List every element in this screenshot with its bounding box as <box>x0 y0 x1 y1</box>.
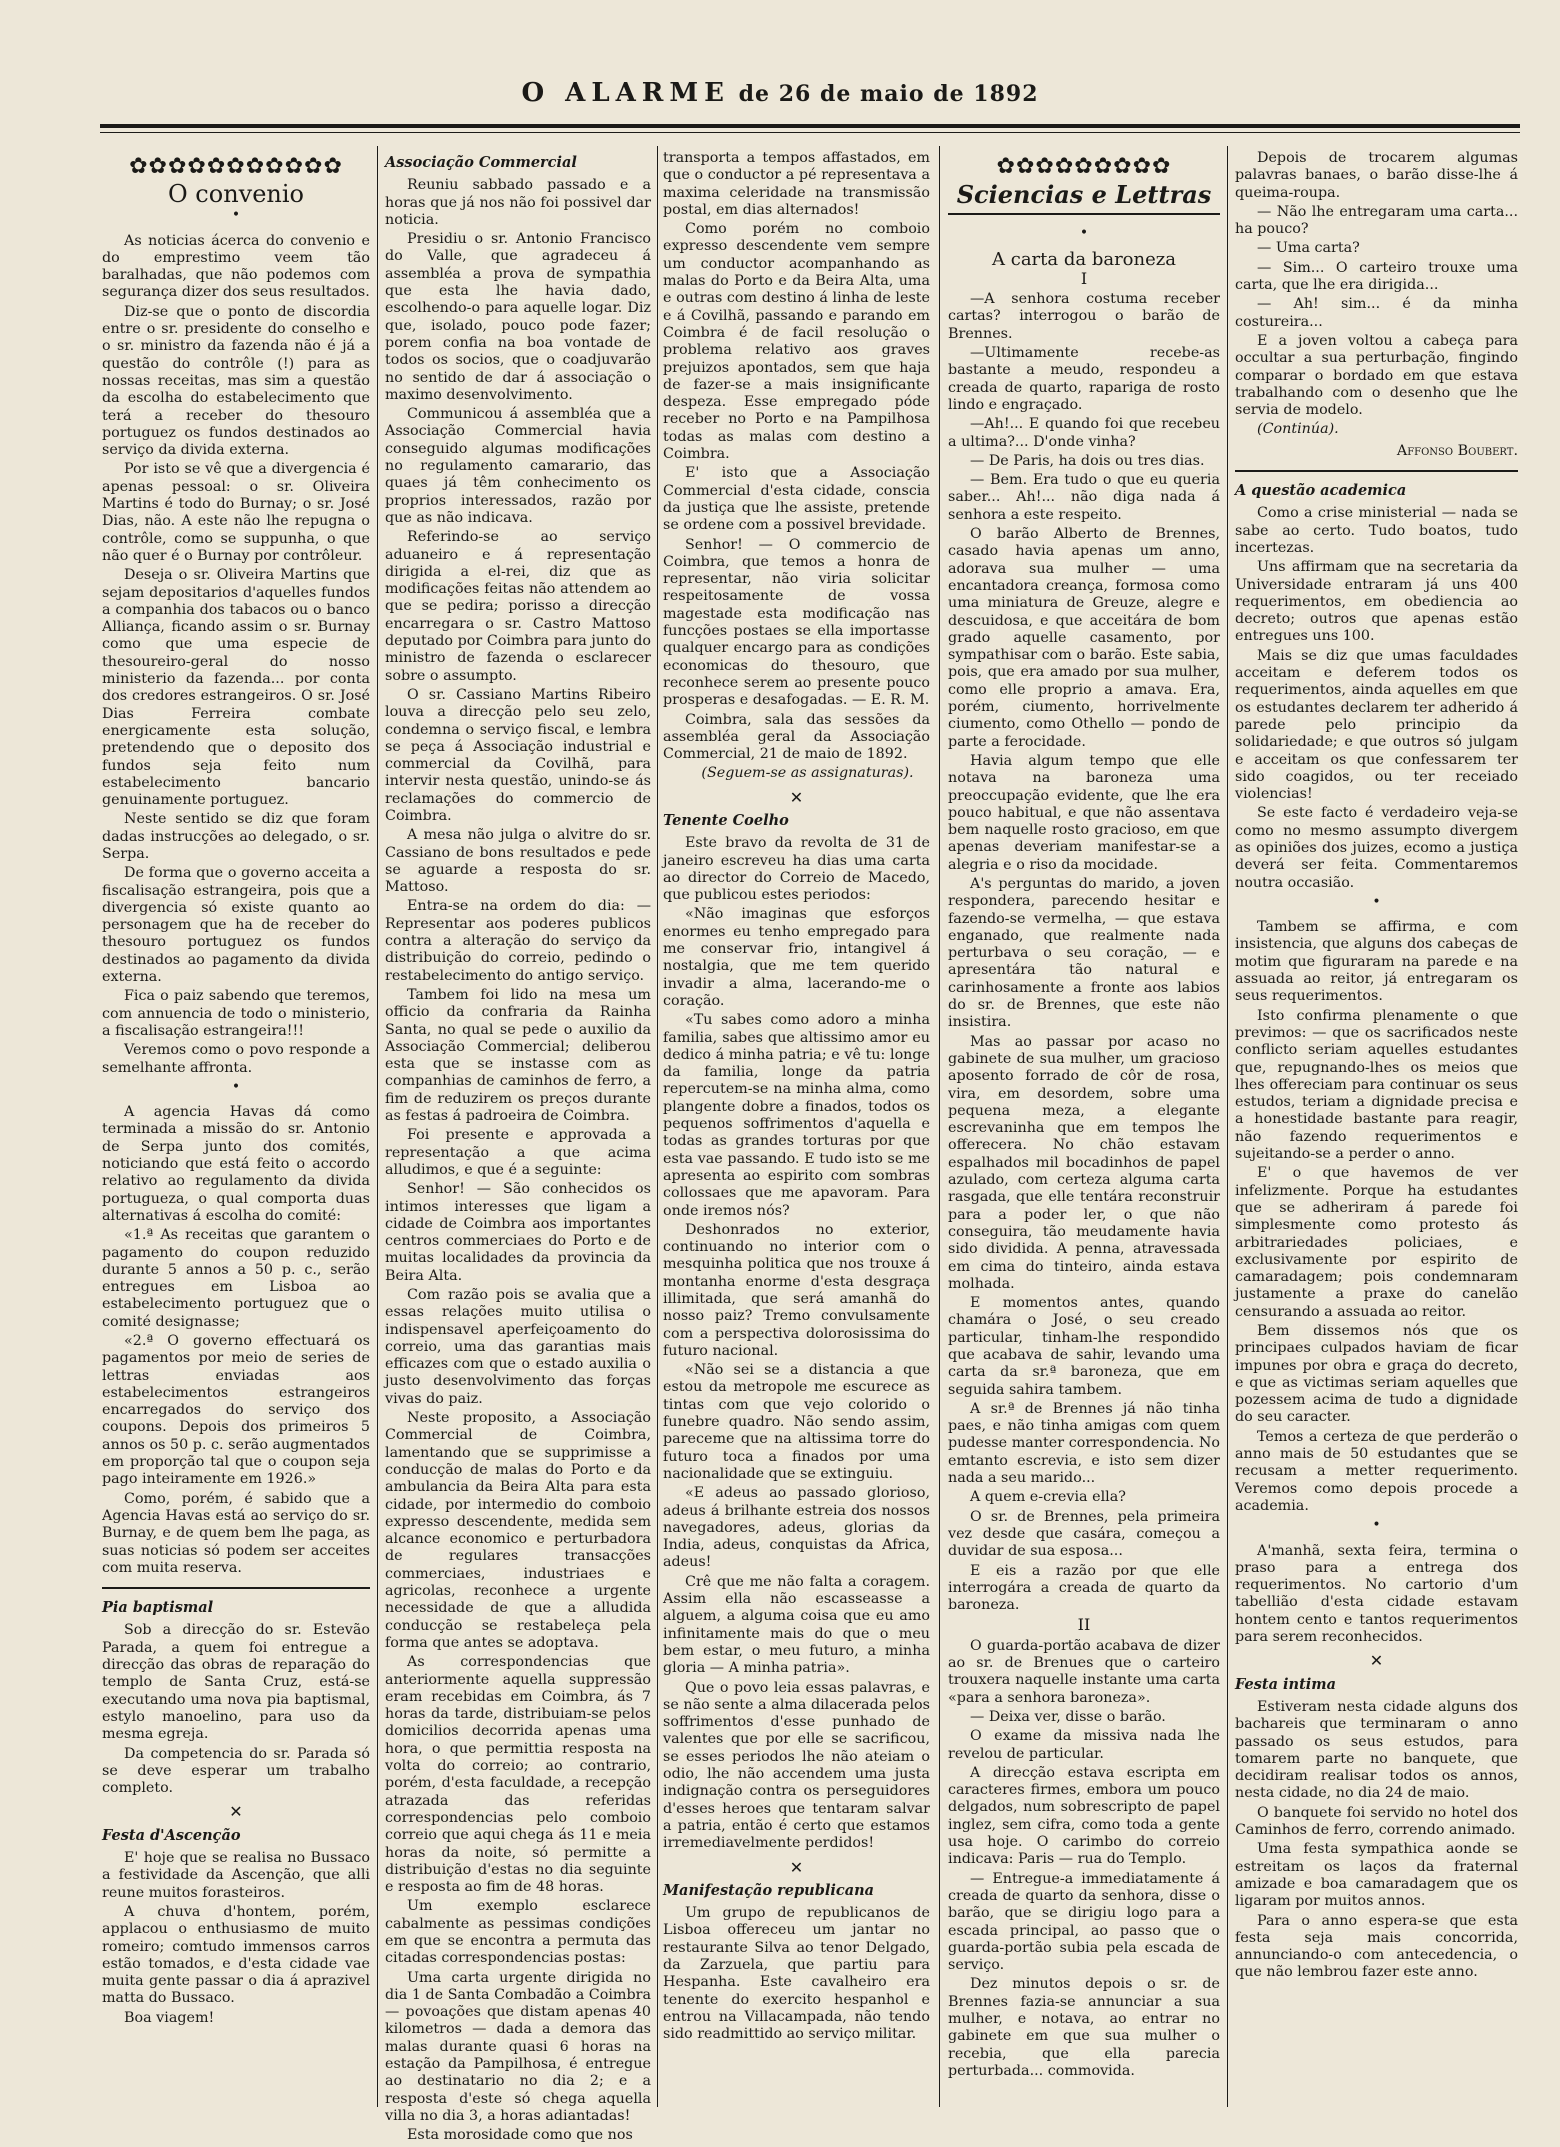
paragraph: — Entregue-a immediatamente á creada de quarto da senhora, disse o barão, que se dirigiu logo para a escada principal, ao passo que o guarda-portão subia pela escada de serviço. <box>948 1870 1220 1974</box>
paragraph: Neste proposito, a Associação Commercial de Coimbra, lamentando que se supprimisse a conducção de malas do Porto e da ambulancia da Beira Alta para esta cidade, por intermedio do comboio expresso descendente, medida sem alcance economico e perturbadora de regulares transacções commerciaes, industriaes e agricolas, reconhece a urgente necessidade de que a alludida conducção se restabeleça pela forma que antes se adoptava. <box>385 1410 651 1651</box>
section-title-sciencias-lettras: Sciencias e Lettras <box>956 180 1212 209</box>
section-rule <box>1235 470 1518 472</box>
paragraph: Tambem se affirma, e com insistencia, que alguns dos cabeças de motim que figuraram na parede e na assuada ao reitor, já entregaram os seus requerimentos. <box>1235 919 1518 1005</box>
paragraph: O guarda-portão acabava de dizer ao sr. de Brenues que o carteiro trouxera naquelle instante uma carta «para a senhora baroneza». <box>948 1637 1220 1706</box>
paragraph: A agencia Havas dá como terminada a missão do sr. Antonio de Serpa junto dos comités, noticiando que está feito o accordo relativo ao regulamento da divida portugueza, o qual comporta duas alternativas á escolha do comité: <box>102 1104 370 1224</box>
article-title-festa-intima: Festa intima <box>1235 1675 1337 1693</box>
paragraph: —Ultimamente recebe-as bastante a meudo, respondeu a creada de quarto, rapariga de rosto lindo e engraçado. <box>948 345 1220 413</box>
paragraph: Tambem foi lido na mesa um officio da confraria da Rainha Santa, no qual se pede o auxilio da Associação Commercial; deliberou esta que se instasse com as companhias de caminhos de ferro, a fim de reduzirem os preços durante as festas á padroeira de Coimbra. <box>385 986 651 1125</box>
paragraph: O sr. de Brennes, pela primeira vez desde que casára, começou a duvidar de sua esposa... <box>948 1508 1220 1560</box>
paragraph: Communicou á assembléa que a Associação Commercial havia conseguido algumas modificações no regulamento camarario, das quaes já têm conhecimento os proprios interessados, razão por que as não indicava. <box>385 406 651 526</box>
chapter-number: I <box>1080 268 1088 288</box>
paragraph: Por isto se vê que a divergencia é apenas pessoal: o sr. Oliveira Martins é todo do Burnay; o sr. José Dias, não. A este não lhe repugna o contrôle, como se suppunha, o que não quer é o Burnay por contrôleur. <box>102 461 370 564</box>
paragraph: O exame da missiva nada lhe revelou de particular. <box>948 1728 1220 1762</box>
paragraph: —Ah!... E quando foi que recebeu a ultima?... D'onde vinha? <box>948 416 1220 450</box>
paragraph: O banquete foi servido no hotel dos Caminhos de ferro, correndo animado. <box>1235 1804 1518 1839</box>
star-divider: • <box>231 207 241 224</box>
paragraph: — De Paris, ha dois ou tres dias. <box>970 452 1205 469</box>
paragraph: «2.ª O governo effectuará os pagamentos por meio de series de lettras enviadas aos estabelecimentos estrangeiros encarregados do serviço dos coupons. Depois dos primeiros 5 annos os 50 p. c. serão augmentados em proporção tal que o coupon seja pago inteiramente em 1926.» <box>102 1333 370 1488</box>
paragraph: Como porém no comboio expresso descendente vem sempre um conductor acompanhando as malas do Porto e da Beira Alta, uma e outras com destino á linha de leste e á Covilhã, passando e parando em Coimbra é de facil resolução o problema relativo aos graves prejuizos apontados, sem que haja de fazer-se a mais insignificante despeza. Esse empregado póde receber no Porto e na Pampilhosa todas as malas com destino a Coimbra. <box>663 221 930 463</box>
masthead <box>0 78 1560 108</box>
cross-divider: ✕ <box>229 1802 243 1822</box>
paragraph: «Tu sabes como adoro a minha familia, sabes que altissimo amor eu dedico á minha patria; e vê tu: longe da familia, longe da patria repercutem-se na minha alma, como plangente dobre a finados, todos os pequenos soffrimentos d'aquella e todas as grandes torturas por que esta vae passando. E tudo isto se me apresenta ao espirito com sombras collossaes que me apavoram. Para onde iremos nós? <box>663 1012 930 1219</box>
header-rule <box>100 124 1520 128</box>
column-4 <box>948 150 1220 2107</box>
paragraph: As noticias ácerca do convenio e do emprestimo veem tão baralhadas, que não podemos com segurança dizer dos seus resultados. <box>102 232 370 301</box>
paragraph: Esta morosidade como que nos <box>407 2127 633 2144</box>
paragraph: — Não lhe entregaram uma carta... ha pouco? <box>1235 203 1518 238</box>
paragraph: E momentos antes, quando chamára o José, o seu creado particular, tinham-lhe respondido que acabava de sahir, levando uma carta da sr.ª baroneza, que em seguida sahira tambem. <box>948 1295 1220 1398</box>
paragraph: Um grupo de republicanos de Lisboa offereceu um jantar no restaurante Silva ao tenor Delgado, da Zarzuela, que partiu para Hespanha. Este cavalheiro era tenente do exercito hespanhol e entrou na Villacampada, não tendo sido readmittido ao serviço militar. <box>663 1905 930 2043</box>
paragraph: Boa viagem! <box>124 2009 215 2026</box>
section-rule <box>102 1587 370 1589</box>
star-divider: • <box>1372 893 1381 910</box>
paragraph: Isto confirma plenamente o que previmos: — que os sacrificados neste conflicto seriam aquelles estudantes que, repugnando-lhes os meios que lhes offereciam para continuar os seus estudos, teriam a dignidade precisa e a honestidade bastante para reagir, não fazendo requerimentos e sujeitando-se a perder o anno. <box>1235 1007 1518 1163</box>
section-rule <box>948 213 1220 215</box>
paragraph: Mas ao passar por acaso no gabinete de sua mulher, um gracioso aposento forrado de côr de rosa, vira, em desordem, sobre uma pequena meza, a elegante escrevaninha que em tempos lhe offerecera. No chão estavam espalhados mil bocadinhos de papel azulado, com certeza alguma carta rasgada, que elle tentára reconstruir para a poder ler, o que não conseguira, tão meudamente havia sido dividida. A penna, atravessada em cima do tinteiro, ainda estava molhada. <box>948 1033 1220 1292</box>
paragraph: Depois de trocarem algumas palavras banaes, o barão disse-lhe á queima-roupa. <box>1235 150 1518 201</box>
paragraph: Presidiu o sr. Antonio Francisco do Valle, que agradeceu á assembléa a prova de sympathia que esta lhe havia dado, escolhendo-o para aquelle logar. Diz que, isolado, pouco pode fazer; porem confia na boa vontade de todos os socios, que o coadjuvarão no sentido de dar á associação o maximo desenvolvimento. <box>385 231 651 403</box>
paragraph: Senhor! — São conhecidos os intimos interesses que ligam a cidade de Coimbra aos importantes centros commerciaes do Porto e de muitas localidades da provincia da Beira Alta. <box>385 1181 651 1284</box>
paragraph: Este bravo da revolta de 31 de janeiro escreveu ha dias uma carta ao director do Correio de Macedo, que publicou estes periodos: <box>663 835 930 904</box>
paragraph: — Sim... O carteiro trouxe uma carta, que lhe era dirigida... <box>1235 259 1518 294</box>
article-title-pia: Pia baptismal <box>102 1599 214 1617</box>
paragraph: A'manhã, sexta feira, termina o praso para a entrega dos requerimentos. No cartorio d'um tabellião d'esta cidade estavam hontem cento e tantos requerimentos para serem reconhecidos. <box>1235 1542 1518 1646</box>
star-divider: • <box>1079 225 1089 242</box>
paragraph: Veremos como o povo responde a semelhante affronta. <box>102 1042 370 1076</box>
paragraph: —A senhora costuma receber cartas? interrogou o barão de Brennes. <box>948 291 1220 342</box>
paragraph: Um exemplo esclarece cabalmente as pessimas condições em que se encontra a permuta das citadas correspondencias postas: <box>385 1898 651 1967</box>
paragraph: Mais se diz que umas faculdades acceitam e deferem todos os requerimentos, ainda aquelles em que os estudantes declarem ter adherido á parede pelo principio da solidariedade; e que outros só julgam e acceitam os que confessarem ter sido coagidos, ou ter receiado violencias! <box>1235 647 1518 803</box>
story-title: A carta da baroneza <box>992 248 1176 270</box>
paragraph: — Bem. Era tudo o que eu queria saber... Ah!... não diga nada á senhora a este respeito. <box>948 472 1220 523</box>
cross-divider: ✕ <box>789 1857 804 1877</box>
paragraph: De forma que o governo acceita a fiscalisação estrangeira, pois que a divergencia só existe quanto ao personagem que ha de receber do thesouro portuguez os fundos destinados ao pagamento da divida externa. <box>102 865 370 986</box>
paragraph: Entra-se na ordem do dia: — Representar aos poderes publicos contra a alteração do serviço da distribuição do correio, pedindo o restabelecimento do antigo serviço. <box>385 898 651 984</box>
paragraph: A's perguntas do marido, a joven respondera, parecendo hesitar e fazendo-se vermelha, — que estava enganado, que realmente nada perturbava o seu coração, — e apresentára tão natural e carinhosamente a fronte aos labios do sr. de Brennes, que este não insistira. <box>948 875 1220 1031</box>
paragraph: Referindo-se ao serviço aduaneiro e á representação dirigida a el-rei, diz que as modificações feitas não attendem ao que se pedira; porisso a direcção encarregara o sr. Castro Mattoso deputado por Coimbra para junto do ministro de fazenda o esclarecer sobre o assumpto. <box>385 529 651 684</box>
paragraph: «Não sei se a distancia a que estou da metropole me escurece as tintas com que vejo colorido o funebre quadro. Não sendo assim, pareceme que na altissima torre do futuro toca a finados por uma nacionalidade que se extinguiu. <box>663 1362 930 1482</box>
paragraph: O sr. Cassiano Martins Ribeiro louva a direcção pelo seu zelo, condemna o serviço fiscal, e lembra se peça á Associação industrial e commercial da Covilhã, para intervir nesta questão, unindo-se ás reclamações do commercio de Coimbra. <box>385 686 651 824</box>
paragraph: — Ah! sim... é da minha costureira... <box>1235 296 1518 330</box>
paragraph: «1.ª As receitas que garantem o pagamento do coupon reduzido durante 5 annos a 50 p. c., serão entregues em Lisboa ao estabelecimento portuguez que o comité designasse; <box>102 1227 370 1330</box>
paragraph: A quem e-crevia ella? <box>970 1489 1126 1506</box>
paragraph: Diz-se que o ponto de discordia entre o sr. presidente do conselho e o sr. ministro da fazenda não é já a questão do contrôle (!) para as nossas receitas, mas sim a questão da escolha do estabelecimento que terá a receber do thesouro portuguez os fundos destinados ao serviço da divida externa. <box>102 303 370 459</box>
article-title-festa-ascencao: Festa d'Ascenção <box>102 1826 241 1844</box>
paragraph: Para o anno espera-se que esta festa seja mais concorrida, annunciando-o com antecedencia, o que não lembrou fazer este anno. <box>1235 1912 1518 1981</box>
paragraph: E' isto que a Associação Commercial d'esta cidade, conscia da justiça que lhe assiste, pretende se ordene com a possivel brevidade. <box>663 465 930 534</box>
paragraph: O barão Alberto de Brennes, casado havia apenas um anno, adorava sua mulher — uma encantadora creança, formosa como uma miniatura de Greuze, alegre e descuidosa, e que acceitára de bom grado aquelle casamento, por sympathisar com o barão. Este sabia, pois, que era amado por sua mulher, como elle proprio a amava. Era, porém, ciumento, horrivelmente ciumento, como Othello — pondo de parte a ferocidade. <box>948 526 1220 750</box>
paragraph: Que o povo leia essas palavras, e se não sente a alma dilacerada pelos soffrimentos d'esse punhado de valentes que por elle se sacrificou, se esses periodos lhe não ateiam o odio, lhe não accendem uma justa indignação contra os perseguidores d'esses heroes que tentaram salvar a patria, então é certo que estamos irremediavelmente perdidos! <box>663 1679 930 1852</box>
paragraph: Crê que me não falta a coragem. Assim ella não escasseasse a alguem, a alguma coisa que eu amo infinitamente mais do que o meu bem estar, o meu futuro, a minha gloria — A minha patria». <box>663 1573 930 1677</box>
issue-date: de 26 de maio de 1892 <box>738 81 1039 107</box>
article-title-questao-academica: A questão academica <box>1235 482 1407 500</box>
column-divider <box>377 146 378 2107</box>
paragraph: «E adeus ao passado glorioso, adeus á brilhante estreia dos nossos navegadores, adeus, glorias da India, adeus, conquistas da Africa, adeus! <box>663 1485 930 1571</box>
column-2 <box>385 150 651 2144</box>
paragraph: E eis a razão por que elle interrogára a creada de quarto da baroneza. <box>948 1562 1220 1614</box>
paragraph: Foi presente e approvada a representação a que acima alludimos, e que é a seguinte: <box>385 1127 651 1178</box>
paragraph: E a joven voltou a cabeça para occultar a sua perturbação, fingindo comparar o bordado em que estava trabalhando com o desenho que lhe servia de modelo. <box>1235 332 1518 419</box>
header-rule-thin <box>100 132 1520 133</box>
column-divider <box>1227 146 1228 2107</box>
paragraph: Uma festa sympathica aonde se estreitam os laços da fraternal amizade e boa camaradagem que os ligaram por muitos annos. <box>1235 1841 1518 1910</box>
star-divider: • <box>1372 1517 1381 1534</box>
paragraph: Senhor! — O commercio de Coimbra, que temos a honra de representar, não viria solicitar respeitosamente de vossa magestade esta modificação nas funcções postaes se ella importasse qualquer encargo para as condições economicas do thesouro, que reconhece serem ao presente pouco prosperas e desafogadas. — E. R. M. <box>663 536 930 709</box>
paragraph: A sr.ª de Brennes já não tinha paes, e não tinha amigas com quem pudesse manter correspondencia. No emtanto escrevia, e isto sem dizer nada a seu marido... <box>948 1400 1220 1487</box>
paragraph: Deshonrados no exterior, continuando no interior com o mesquinha politica que nos trouxe á montanha enorme d'esta desgraça illimitada, que será amanhã do nosso paiz? Tremo convulsamente com a perspectiva dolorosissima do futuro nacional. <box>663 1221 930 1359</box>
paragraph: Se este facto é verdadeiro veja-se como no mesmo assumpto divergem as opiniões dos juizes, ecomo a justiça deverá ser feita. Commentaremos noutra occasião. <box>1235 805 1518 891</box>
paragraph: Deseja o sr. Oliveira Martins que sejam depositarios d'aquelles fundos a companhia dos tabacos ou o banco Alliança, ficando assim o sr. Burnay como que uma especie de thesoureiro-geral do nosso ministerio da fazenda... por conta dos credores estrangeiros. O sr. José Dias Ferreira combate energicamente esta solução, pretendendo que o deposito dos fundos seja feito num estabelecimento bancario genuinamente portuguez. <box>102 567 370 809</box>
column-1 <box>102 150 370 2107</box>
paragraph: Estiveram nesta cidade alguns dos bachareis que terminaram o anno passado os seus estudos, para tomarem parte no banquete, que decidiram realisar todos os annos, nesta cidade, no dia 24 de maio. <box>1235 1698 1518 1802</box>
star-divider: • <box>231 1078 241 1095</box>
paragraph: Uns affirmam que na secretaria da Universidade entraram já uns 400 requerimentos, em obediencia ao decreto; outros que apenas estão entregues uns 100. <box>1235 559 1518 645</box>
paragraph: Uma carta urgente dirigida no dia 1 de Santa Combadão a Coimbra — povoações que distam apenas 40 kilometros — dada a demora das malas durante quasi 6 horas na estação da Pampilhosa, é entregue ao destinatario no dia 2; e a resposta d'este só chega aquella villa no dia 3, a horas adiantadas! <box>385 1969 651 2124</box>
paragraph: Havia algum tempo que elle notava na baroneza uma preoccupação evidente, que lhe era pouco habitual, e que não assentava bem naquelle rosto gracioso, em que apenas deveriam manifestar-se a alegria e o riso da mocidade. <box>948 752 1220 873</box>
paragraph: E' o que havemos de ver infelizmente. Porque ha estudantes que se adheriram á parede foi simplesmente como protesto ás arbitrariedades policiaes, e exclusivamente por espirito de camaradagem; pois condemnaram justamente a praxe do canelão censurando a assuada ao reitor. <box>1235 1165 1518 1320</box>
paragraph: Temos a certeza de que perderão o anno mais de 50 estudantes que se recusam a metter requerimento. Veremos como depois procede a academia. <box>1235 1428 1518 1514</box>
article-title-convenio: O convenio <box>168 180 304 208</box>
column-5 <box>1235 150 1518 2107</box>
paragraph: «Não imaginas que esforços enormes eu tenho empregado para me conservar frio, intangivel á nostalgia, que me tem querido invadir a alma, lacerando-me o coração. <box>663 906 930 1009</box>
paragraph: Fica o paiz sabendo que teremos, com annuencia de todo o ministerio, a fiscalisação estrangeira!!! <box>102 988 370 1039</box>
paragraph: E' hoje que se realisa no Bussaco a festividade da Ascenção, que alli reune muitos forasteiros. <box>102 1850 370 1901</box>
paragraph: Da competencia do sr. Parada só se deve esperar um trabalho completo. <box>102 1745 370 1797</box>
paragraph: Bem dissemos nós que os principaes culpados haviam de ficar impunes por obra e graça do decreto, e que as victimas seriam aquelles que pozessem acima de tudo a dignidade do seu caracter. <box>1235 1323 1518 1426</box>
paragraph: Com razão pois se avalia que a essas relações muito utilisa o indispensavel aperfeiçoamento do correio, uma das garantias mais efficazes com que o estado auxilia o justo desenvolvimento das forças vivas do paiz. <box>385 1287 651 1407</box>
continued-note: (Continúa). <box>1257 421 1339 438</box>
column-3 <box>663 150 930 2107</box>
article-title-manifestacao: Manifestação republicana <box>663 1881 875 1899</box>
paragraph: transporta a tempos affastados, em que o conductor a pé representava a maxima celeridade na transmissão postal, em dias alternados! <box>663 150 930 218</box>
paragraph: As correspondencias que anteriormente aquella suppressão eram recebidas em Coimbra, ás 7 horas da tarde, distribuiam-se pelos domicilios decorrida apenas uma hora, o que permittia resposta na volta do correio; ao contrario, porém, d'esta faculdade, a recepção atrazada das referidas correspondencias pelo comboio correio que aqui chega ás 11 e meia horas da noite, só permitte a distribuição d'estas no dia seguinte e resposta ao fim de 48 horas. <box>385 1654 651 1896</box>
column-divider <box>657 146 658 2107</box>
paragraph: Como, porém, é sabido que a Agencia Havas está ao serviço do sr. Burnay, e de quem bem lhe paga, as suas noticias só podem ser acceites com muita reserva. <box>102 1490 370 1576</box>
paragraph: Sob a direcção do sr. Estevão Parada, a quem foi entregue a direcção das obras de reparação do templo de Santa Cruz, está-se executando uma nova pia baptismal, estylo manoelino, para uso da mesma egreja. <box>102 1622 370 1743</box>
paragraph: A direcção estava escripta em caracteres firmes, embora um pouco delgados, num sobrescripto de papel inglez, sem cifra, como toda a gente usa hoje. O carimbo do correio indicava: Paris — rua do Templo. <box>948 1764 1220 1868</box>
chapter-number: II <box>1077 1615 1091 1635</box>
ornament-border: ✿✿✿✿✿✿✿✿✿ <box>996 154 1172 179</box>
cross-divider: ✕ <box>1369 1651 1384 1671</box>
author-signature: Affonso Boubert. <box>1396 442 1518 459</box>
paragraph: Neste sentido se diz que foram dadas instrucções ao delegado, o sr. Serpa. <box>102 811 370 862</box>
article-title-associacao: Associação Commercial <box>385 154 577 171</box>
paragraph: — Uma carta? <box>1257 240 1360 257</box>
signatures-note: (Seguem-se as assignaturas). <box>701 765 914 782</box>
paragraph: Como a crise ministerial — nada se sabe ao certo. Tudo boatos, tudo incertezas. <box>1235 505 1518 556</box>
paragraph: Dez minutos depois o sr. de Brennes fazia-se annunciar a sua mulher, e notava, ao entrar no gabinete em que sua mulher o recebia, que ella parecia perturbada... commovida. <box>948 1976 1220 2079</box>
paragraph: Coimbra, sala das sessões da assembléa geral da Associação Commercial, 21 de maio de 1892. <box>663 711 930 763</box>
paragraph: Reuniu sabbado passado e a horas que já nos não foi possivel dar noticia. <box>385 177 651 228</box>
paper-name: O ALARME <box>521 78 730 108</box>
article-title-tenente-coelho: Tenente Coelho <box>663 811 789 829</box>
ornament-border: ✿✿✿✿✿✿✿✿✿✿✿ <box>129 154 343 179</box>
cross-divider: ✕ <box>789 787 804 807</box>
paragraph: — Deixa ver, disse o barão. <box>970 1708 1166 1725</box>
paragraph: A mesa não julga o alvitre do sr. Cassiano de bons resultados e pede se aguarde a resposta do sr. Mattoso. <box>385 827 651 896</box>
column-divider <box>939 146 940 2107</box>
paragraph: A chuva d'hontem, porém, applacou o enthusiasmo de muito romeiro; comtudo immensos carros estão tomados, e d'esta cidade vae muita gente passar o dia á aprazivel matta do Bussaco. <box>102 1903 370 2007</box>
